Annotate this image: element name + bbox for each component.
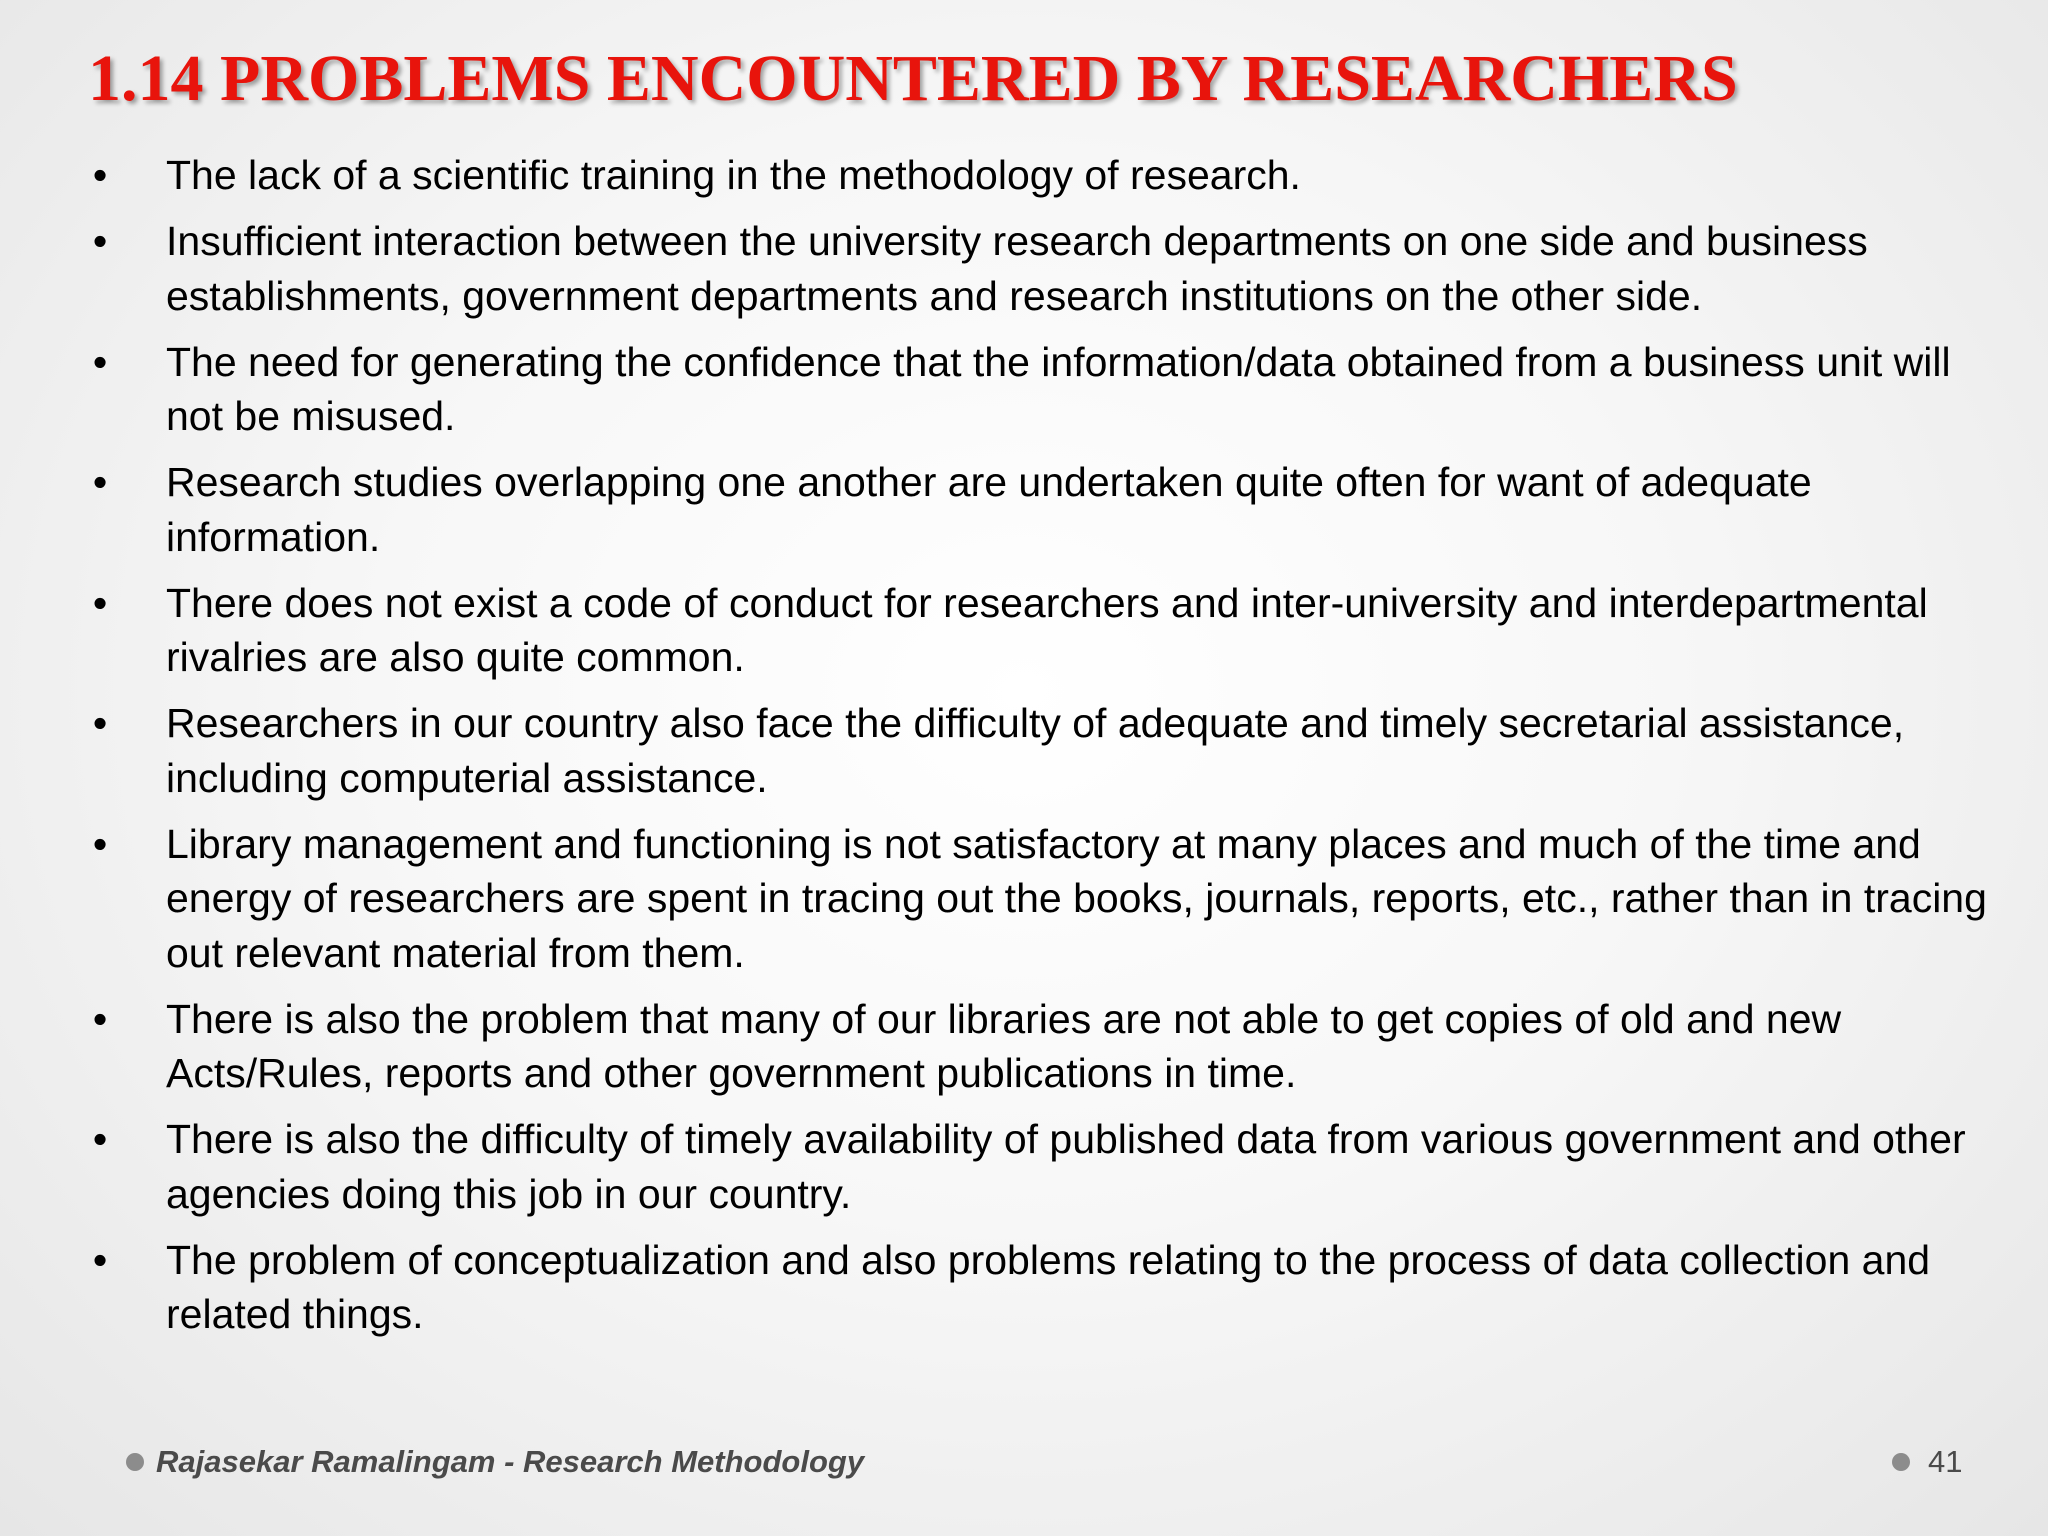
bullet-icon: • — [92, 820, 108, 867]
bullet-text: Insufficient interaction between the university research departments on one side and business establishments, government departments and research institutions on the other side. — [166, 218, 1868, 319]
bullet-icon: • — [92, 218, 108, 264]
bullet-text: There does not exist a code of conduct for researchers and inter-university and interdepartmental rivalries are also quite common. — [166, 579, 1928, 680]
list-item — [0, 696, 2048, 805]
slide-title: 1.14 PROBLEMS ENCOUNTERED BY RESEARCHERS — [88, 42, 1738, 115]
bullet-icon: • — [92, 579, 108, 626]
bullet-icon: • — [92, 338, 108, 385]
page-number: 41 — [1928, 1444, 1963, 1479]
list-item — [0, 455, 2048, 564]
bullet-list — [0, 148, 2048, 1353]
list-item — [0, 992, 2048, 1101]
list-item — [0, 817, 2048, 981]
list-item — [0, 335, 2048, 444]
bullet-icon: • — [92, 995, 108, 1042]
list-item — [0, 214, 2048, 323]
list-item — [0, 148, 2048, 203]
footer-dot-icon — [126, 1453, 144, 1471]
bullet-text: The need for generating the confidence that the information/data obtained from a business unit will not be misused. — [166, 338, 1951, 439]
footer-author-text: Rajasekar Ramalingam - Research Methodology — [156, 1444, 865, 1479]
list-item — [0, 1112, 2048, 1221]
page-dot-icon — [1892, 1453, 1910, 1471]
bullet-icon: • — [92, 700, 108, 746]
list-item — [0, 1233, 2048, 1342]
footer-author — [126, 1444, 864, 1480]
bullet-text: Research studies overlapping one another are undertaken quite often for want of adequate information. — [166, 459, 1812, 560]
footer-page — [1892, 1444, 1962, 1480]
bullet-text: There is also the problem that many of our libraries are not able to get copies of old and new Acts/Rules, reports and other government publications in time. — [166, 995, 1842, 1096]
bullet-text: The problem of conceptualization and also problems relating to the process of data collection and related things. — [166, 1236, 1931, 1337]
bullet-text: Researchers in our country also face the difficulty of adequate and timely secretarial assistance, including computerial assistance. — [166, 700, 1905, 801]
bullet-icon: • — [92, 459, 108, 505]
bullet-text: Library management and functioning is not satisfactory at many places and much of the time and energy of researchers are spent in tracing out the books, journals, reports, etc., rather than in tracing out relevant material from them. — [166, 820, 1987, 976]
bullet-icon: • — [92, 1236, 108, 1283]
list-item — [0, 576, 2048, 685]
bullet-icon: • — [92, 1116, 108, 1162]
bullet-text: There is also the difficulty of timely availability of published data from various government and other agencies doing this job in our country. — [166, 1116, 1966, 1217]
bullet-text: The lack of a scientific training in the methodology of research. — [166, 152, 1301, 198]
bullet-icon: • — [92, 152, 108, 198]
